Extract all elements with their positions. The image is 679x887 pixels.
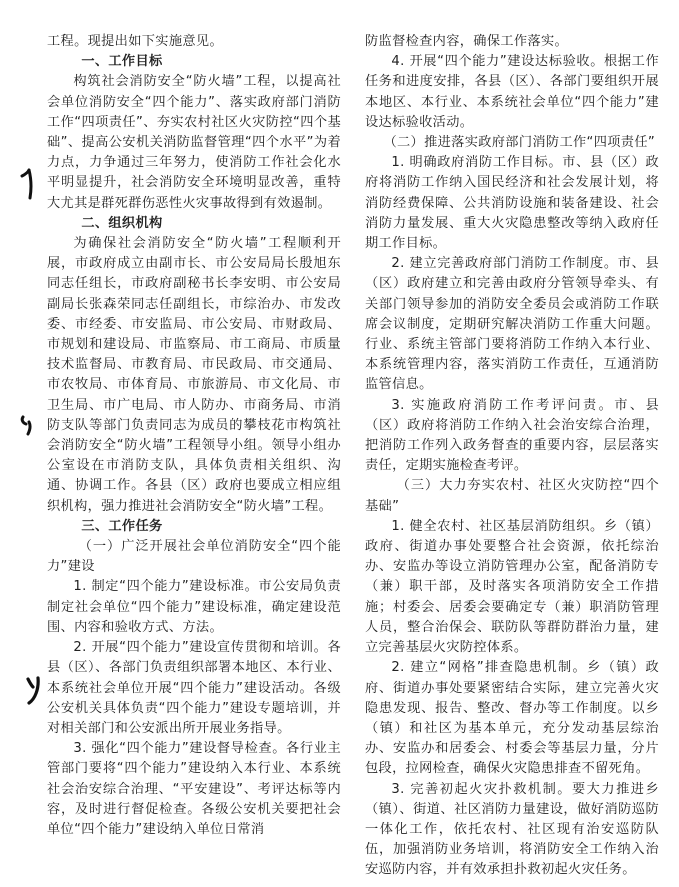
ink-mark-icon <box>19 414 35 436</box>
section-heading: 二、组织机构 <box>81 215 163 231</box>
list-item: 3. 实施政府消防工作考评问责。市、县（区）政府将消防工作纳入社会治安综合治理，把消防工作列入政务督查的重要内容，层层落实责任，定期实施检查考评。 <box>365 397 659 474</box>
ink-mark-icon <box>25 675 41 705</box>
subsection-heading: （一）广泛开展社会单位消防安全“四个能力”建设 <box>47 539 341 575</box>
left-column <box>47 32 341 840</box>
list-item: 1. 制定“四个能力”建设标准。市公安局负责制定社会单位“四个能力”建设标准，确定建设范围、内容和验收方式、方法。 <box>47 579 341 635</box>
list-item: 2. 建立“网格”排查隐患机制。乡（镇）政府、街道办事处要紧密结合实际，建立完善火灾隐患发现、报告、整改、督办等工作制度。以乡（镇）和社区为基本单元，充分发动基层综治办、安监办和居委会、村委会等基层力量，分片包段，拉网检查，确保火灾隐患排查不留死角。 <box>365 660 659 777</box>
list-item: 2. 建立完善政府部门消防工作制度。市、县（区）政府建立和完善由政府分管领导牵头、有关部门领导参加的消防安全委员会或消防工作联席会议制度，定期研究解决消防工作重大问题。行业、系统主管部门要将消防工作纳入本行业、本系统管理内容，落实消防工作责任，互通消防监管信息。 <box>365 256 659 393</box>
right-column <box>365 32 659 881</box>
list-item: 3. 强化“四个能力”建设督导检查。各行业主管部门要将“四个能力”建设纳入本行业、本系统社会治安综合治理、“平安建设”、考评达标等内容，及时进行督促检查。各级公安机关要把社会单位“四个能力”建设纳入单位日常消 <box>47 741 341 837</box>
paragraph: 为确保社会消防安全“防火墙”工程顺利开展，市政府成立由副市长、市公安局局长殷旭东同志任组长，市政府副秘书长李安明、市公安局副局长张森荣同志任副组长，市综治办、市发改委、市经委、市安监局、市公安局、市财政局、市规划和建设局、市监察局、市工商局、市质量技术监督局、市教育局、市民政局、市交通局、市农牧局、市体育局、市旅游局、市文化局、市卫生局、市广电局、市人防办、市商务局、市消防支队等部门负责同志为成员的攀枝花市构筑社会消防安全“防火墙”工程领导小组。领导小组办公室设在市消防支队，具体负责相关组织、沟通、协调工作。各县（区）政府也要成立相应组织机构，强力推进社会消防安全“防火墙”工程。 <box>47 236 341 514</box>
ink-mark-icon <box>20 168 36 202</box>
subsection-heading: （二）推进落实政府部门消防工作“四项责任” <box>383 135 656 151</box>
paragraph: 防监督检查内容，确保工作落实。 <box>365 34 569 49</box>
paragraph: 构筑社会消防安全“防火墙”工程，以提高社会单位消防安全“四个能力”、落实政府部门消防工作“四项责任”、夯实农村社区火灾防控“四个基础”、提高公安机关消防监督管理“四个水平”为着力点，力争通过三年努力，使消防工作社会化水平明显提升，社会消防安全环境明显改善，重特大尤其是群死群伤恶性火灾事故得到有效遏制。 <box>47 74 341 211</box>
list-item: 1. 明确政府消防工作目标。市、县（区）政府将消防工作纳入国民经济和社会发展计划，将消防经费保障、公共消防设施和装备建设、社会消防力量发展、重大火灾隐患整改等纳入政府任期工作目标。 <box>365 155 659 252</box>
section-heading: 一、工作目标 <box>81 54 163 70</box>
paragraph: 工程。现提出如下实施意见。 <box>47 34 223 49</box>
list-item: 3. 完善初起火灾扑救机制。要大力推进乡（镇）、街道、社区消防力量建设，做好消防巡防一体化工作，依托农村、社区现有治安巡防队伍，加强消防业务培训，将消防安全工作纳入治安巡防内容，并有效承担扑救初起火灾任务。 <box>365 781 659 878</box>
list-item: 1. 健全农村、社区基层消防组织。乡（镇）政府、街道办事处要整合社会资源，依托综治办、安监办等设立消防管理办公室，配备消防专（兼）职干部，及时落实各项消防安全工作措施；村委会、居委会要确定专（兼）职消防管理人员，整合治保会、联防队等群防群治力量，建立完善基层火灾防控体系。 <box>365 518 659 656</box>
list-item: 2. 开展“四个能力”建设宣传贯彻和培训。各县（区）、各部门负责组织部署本地区、本行业、本系统社会单位开展“四个能力”建设活动。各级公安机关具体负责“四个能力”建设专题培训，并对相关部门和公安派出所开展业务指导。 <box>47 640 341 736</box>
list-item: 4. 开展“四个能力”建设达标验收。根据工作任务和进度安排，各县（区）、各部门要组织开展本地区、本行业、本系统社会单位“四个能力”建设达标验收活动。 <box>365 54 659 130</box>
section-heading: 三、工作任务 <box>81 518 163 534</box>
subsection-heading: （三）大力夯实农村、社区火灾防控“四个基础” <box>365 478 659 514</box>
